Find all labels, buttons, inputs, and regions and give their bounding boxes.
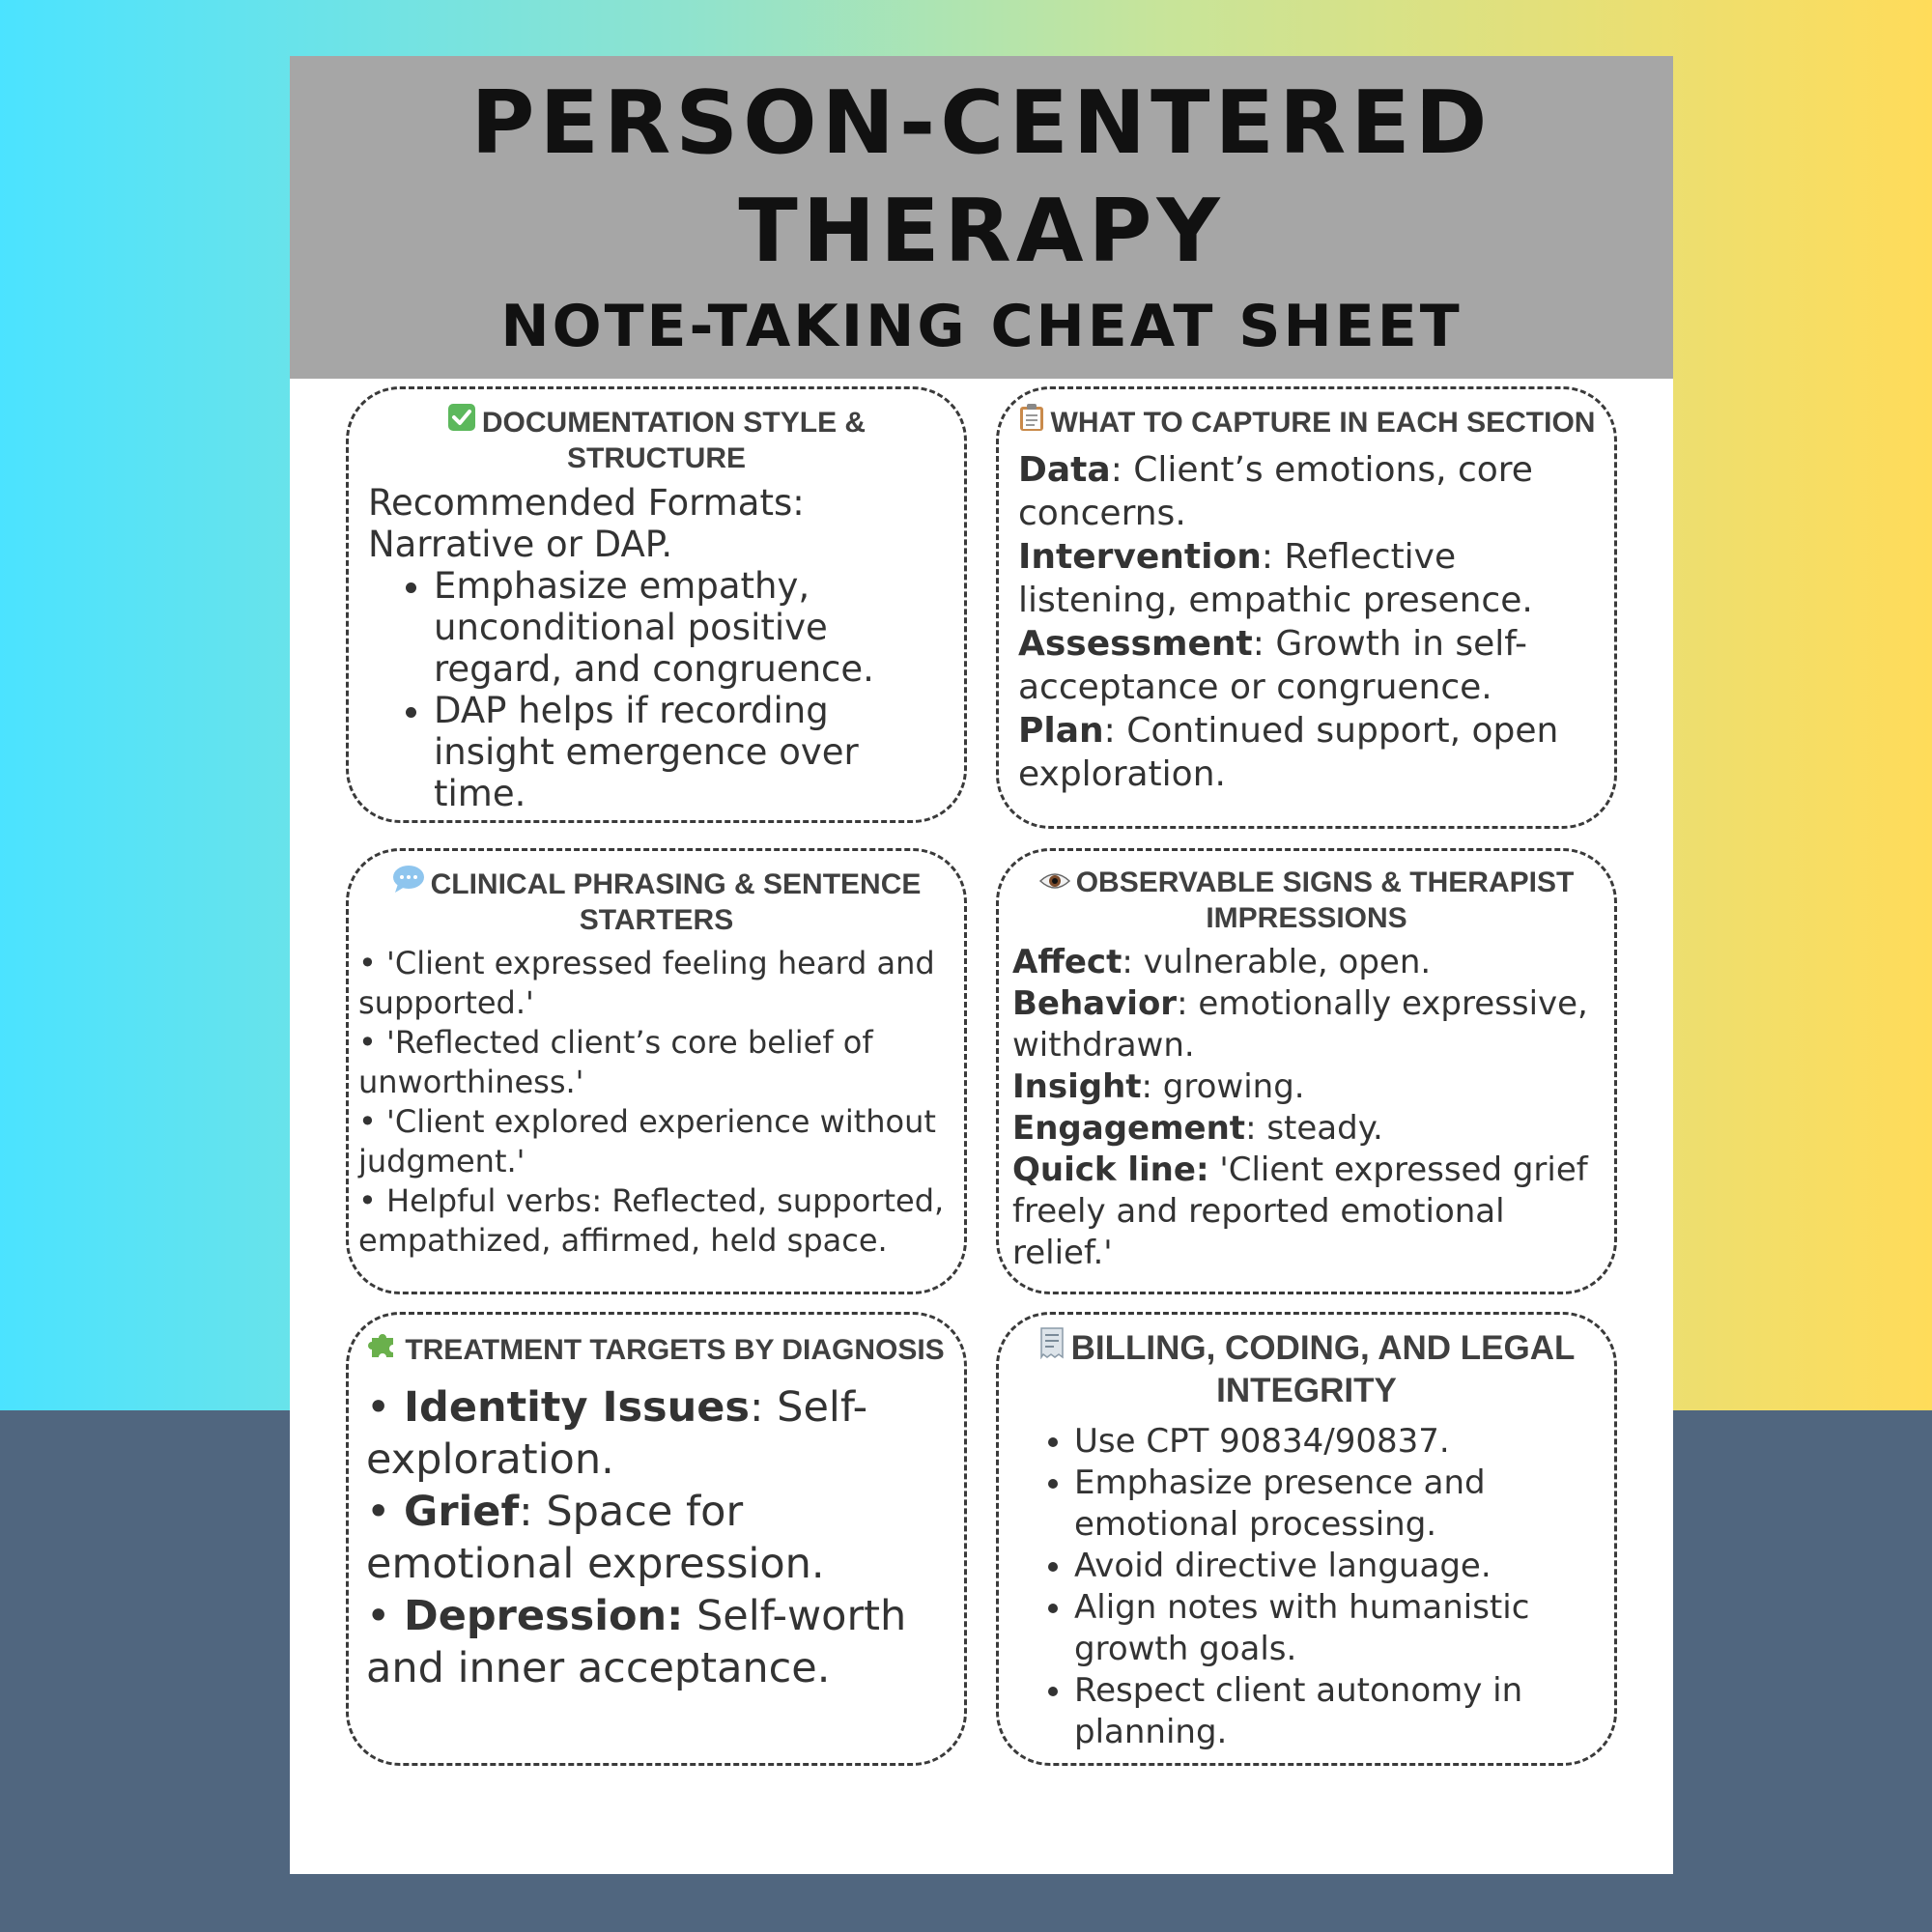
check-icon [447,403,476,440]
list-item: • Depression: Self-worth and inner acceptance. [366,1592,907,1692]
list-item: • 'Client expressed feeling heard and supported.' [358,945,935,1021]
card-treatment-targets [346,1312,967,1766]
billing-bullets [999,1411,1614,1753]
card-title: CLINICAL PHRASING & SENTENCE STARTERS [349,851,964,938]
documentation-bullets [349,565,964,814]
list-item: • Emphasize empathy, unconditional positive regard, and congruence. [434,565,945,690]
list-item: Affect: vulnerable, open. [1012,943,1432,981]
list-item: Data: Client’s emotions, core concerns. [1018,450,1533,533]
intro-line: Narrative or DAP. [368,524,673,565]
card-title: BILLING, CODING, AND LEGAL INTEGRITY [999,1315,1614,1411]
targets-list [349,1368,964,1694]
speech-bubble-icon [392,865,425,902]
list-item: • 'Client explored experience without judgment.' [358,1103,936,1179]
card-clinical-phrasing [346,848,967,1294]
capture-list [999,440,1614,796]
list-item: • DAP helps if recording insight emergence over time. [434,690,945,814]
title-line-2: THERAPY [738,181,1225,282]
receipt-icon [1038,1326,1065,1371]
list-item: • Align notes with humanistic growth goals. [1074,1587,1595,1670]
clipboard-icon [1018,403,1045,440]
puzzle-piece-icon [368,1328,399,1368]
list-item: • 'Reflected client’s core belief of unworthiness.' [358,1024,873,1100]
card-title: TREATMENT TARGETS BY DIAGNOSIS [349,1315,964,1368]
phrasing-list [349,938,964,1261]
list-item: • Respect client autonomy in planning. [1074,1670,1595,1753]
list-item: Engagement: steady. [1012,1109,1383,1148]
list-item: • Grief: Space for emotional expression. [366,1488,825,1588]
subtitle: NOTE-TAKING CHEAT SHEET [500,293,1463,360]
title-line-1: PERSON-CENTERED [470,72,1492,174]
list-item: Intervention: Reflective listening, empathic presence. [1018,537,1533,620]
observable-list [999,936,1614,1274]
card-documentation-style [346,386,967,823]
list-item: Behavior: emotionally expressive, withdrawn. [1012,984,1588,1065]
list-item: Plan: Continued support, open exploration. [1018,711,1559,794]
list-item: • Emphasize presence and emotional processing. [1074,1463,1595,1546]
list-item: • Helpful verbs: Reflected, supported, empathized, affirmed, held space. [358,1182,945,1259]
header-banner [290,56,1673,379]
card-title: WHAT TO CAPTURE IN EACH SECTION [999,389,1614,440]
card-observable-signs [996,848,1617,1294]
formats-intro [349,476,964,565]
card-title: DOCUMENTATION STYLE & STRUCTURE [349,389,964,476]
card-billing-coding [996,1312,1617,1766]
list-item: • Use CPT 90834/90837. [1074,1421,1595,1463]
list-item: • Avoid directive language. [1074,1546,1595,1587]
card-what-to-capture [996,386,1617,829]
card-title: OBSERVABLE SIGNS & THERAPIST IMPRESSIONS [999,851,1614,936]
list-item: Assessment: Growth in self-acceptance or congruence. [1018,624,1527,707]
list-item: Quick line: 'Client expressed grief freely and reported emotional relief.' [1012,1151,1588,1272]
list-item: • Identity Issues: Self-exploration. [366,1383,868,1484]
intro-line: Recommended Formats: [368,482,805,524]
list-item: Insight: growing. [1012,1067,1305,1106]
eye-icon [1039,865,1070,900]
